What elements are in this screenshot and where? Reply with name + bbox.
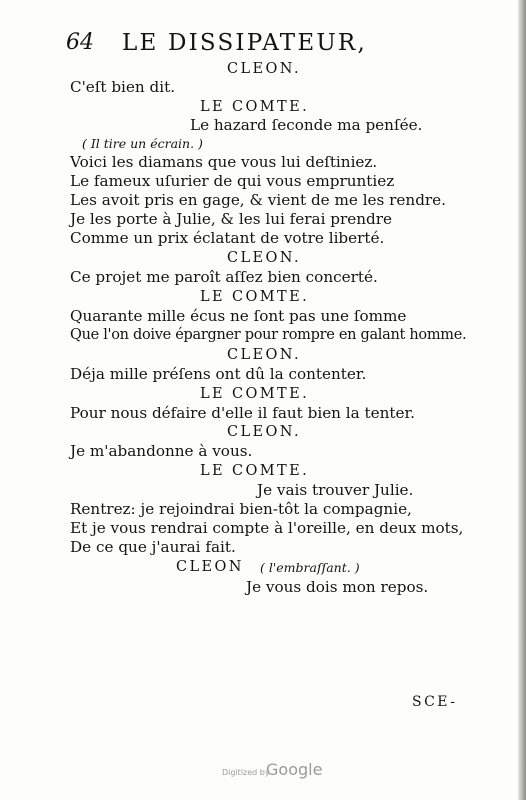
verse-line: Le hazard ſeconde ma penſée. bbox=[190, 116, 423, 134]
running-title: LE DISSIPATEUR, bbox=[122, 30, 367, 56]
verse-line: Pour nous défaire d'elle il faut bien la tenter. bbox=[70, 404, 415, 422]
digitization-watermark bbox=[222, 760, 332, 782]
verse-line: C'eſt bien dit. bbox=[70, 78, 176, 96]
verse-line: Je vais trouver Julie. bbox=[257, 481, 414, 499]
verse-line: Le fameux uſurier de qui vous empruntiez bbox=[70, 172, 395, 190]
verse-line: Ce projet me paroît aſſez bien concerté. bbox=[70, 268, 378, 286]
speaker-name: LE COMTE. bbox=[200, 99, 310, 115]
speaker-name: LE COMTE. bbox=[200, 463, 310, 479]
verse-line: Je vous dois mon repos. bbox=[246, 578, 429, 596]
catchword: SCE- bbox=[412, 694, 458, 710]
speaker-name: CLEON. bbox=[227, 61, 301, 77]
verse-line: Les avoit pris en gage, & vient de me les rendre. bbox=[70, 191, 446, 209]
google-logo: Google bbox=[266, 760, 323, 779]
speaker-name: CLEON. bbox=[227, 424, 301, 440]
running-header bbox=[66, 30, 406, 60]
stage-direction: ( Il tire un écrain. ) bbox=[82, 136, 203, 151]
stage-direction: ( l'embraſſant. ) bbox=[260, 560, 360, 575]
page-edge-shadow bbox=[518, 0, 526, 800]
verse-line: Voici les diamans que vous lui deſtiniez. bbox=[70, 153, 378, 171]
verse-line: Comme un prix éclatant de votre liberté. bbox=[70, 229, 385, 247]
verse-line: Et je vous rendrai compte à l'oreille, en deux mots, bbox=[70, 519, 464, 537]
speaker-name: CLEON bbox=[176, 559, 244, 575]
digitized-by-label: Digitized by bbox=[222, 768, 270, 777]
verse-line: Que l'on doive épargner pour rompre en galant homme. bbox=[70, 327, 467, 343]
verse-line: Je les porte à Julie, & les lui ferai prendre bbox=[70, 210, 392, 228]
verse-line: Je m'abandonne à vous. bbox=[70, 442, 253, 460]
speaker-name: CLEON. bbox=[227, 347, 301, 363]
verse-line: Quarante mille écus ne ſont pas une ſomme bbox=[70, 307, 407, 325]
verse-line: De ce que j'aurai fait. bbox=[70, 538, 236, 556]
verse-line: Déja mille préſens ont dû la contenter. bbox=[70, 365, 367, 383]
verse-line: Rentrez: je rejoindrai bien-tôt la compagnie, bbox=[70, 500, 412, 518]
speaker-name: CLEON. bbox=[227, 250, 301, 266]
page-number: 64 bbox=[66, 30, 94, 55]
speaker-name: LE COMTE. bbox=[200, 289, 310, 305]
speaker-name: LE COMTE. bbox=[200, 386, 310, 402]
